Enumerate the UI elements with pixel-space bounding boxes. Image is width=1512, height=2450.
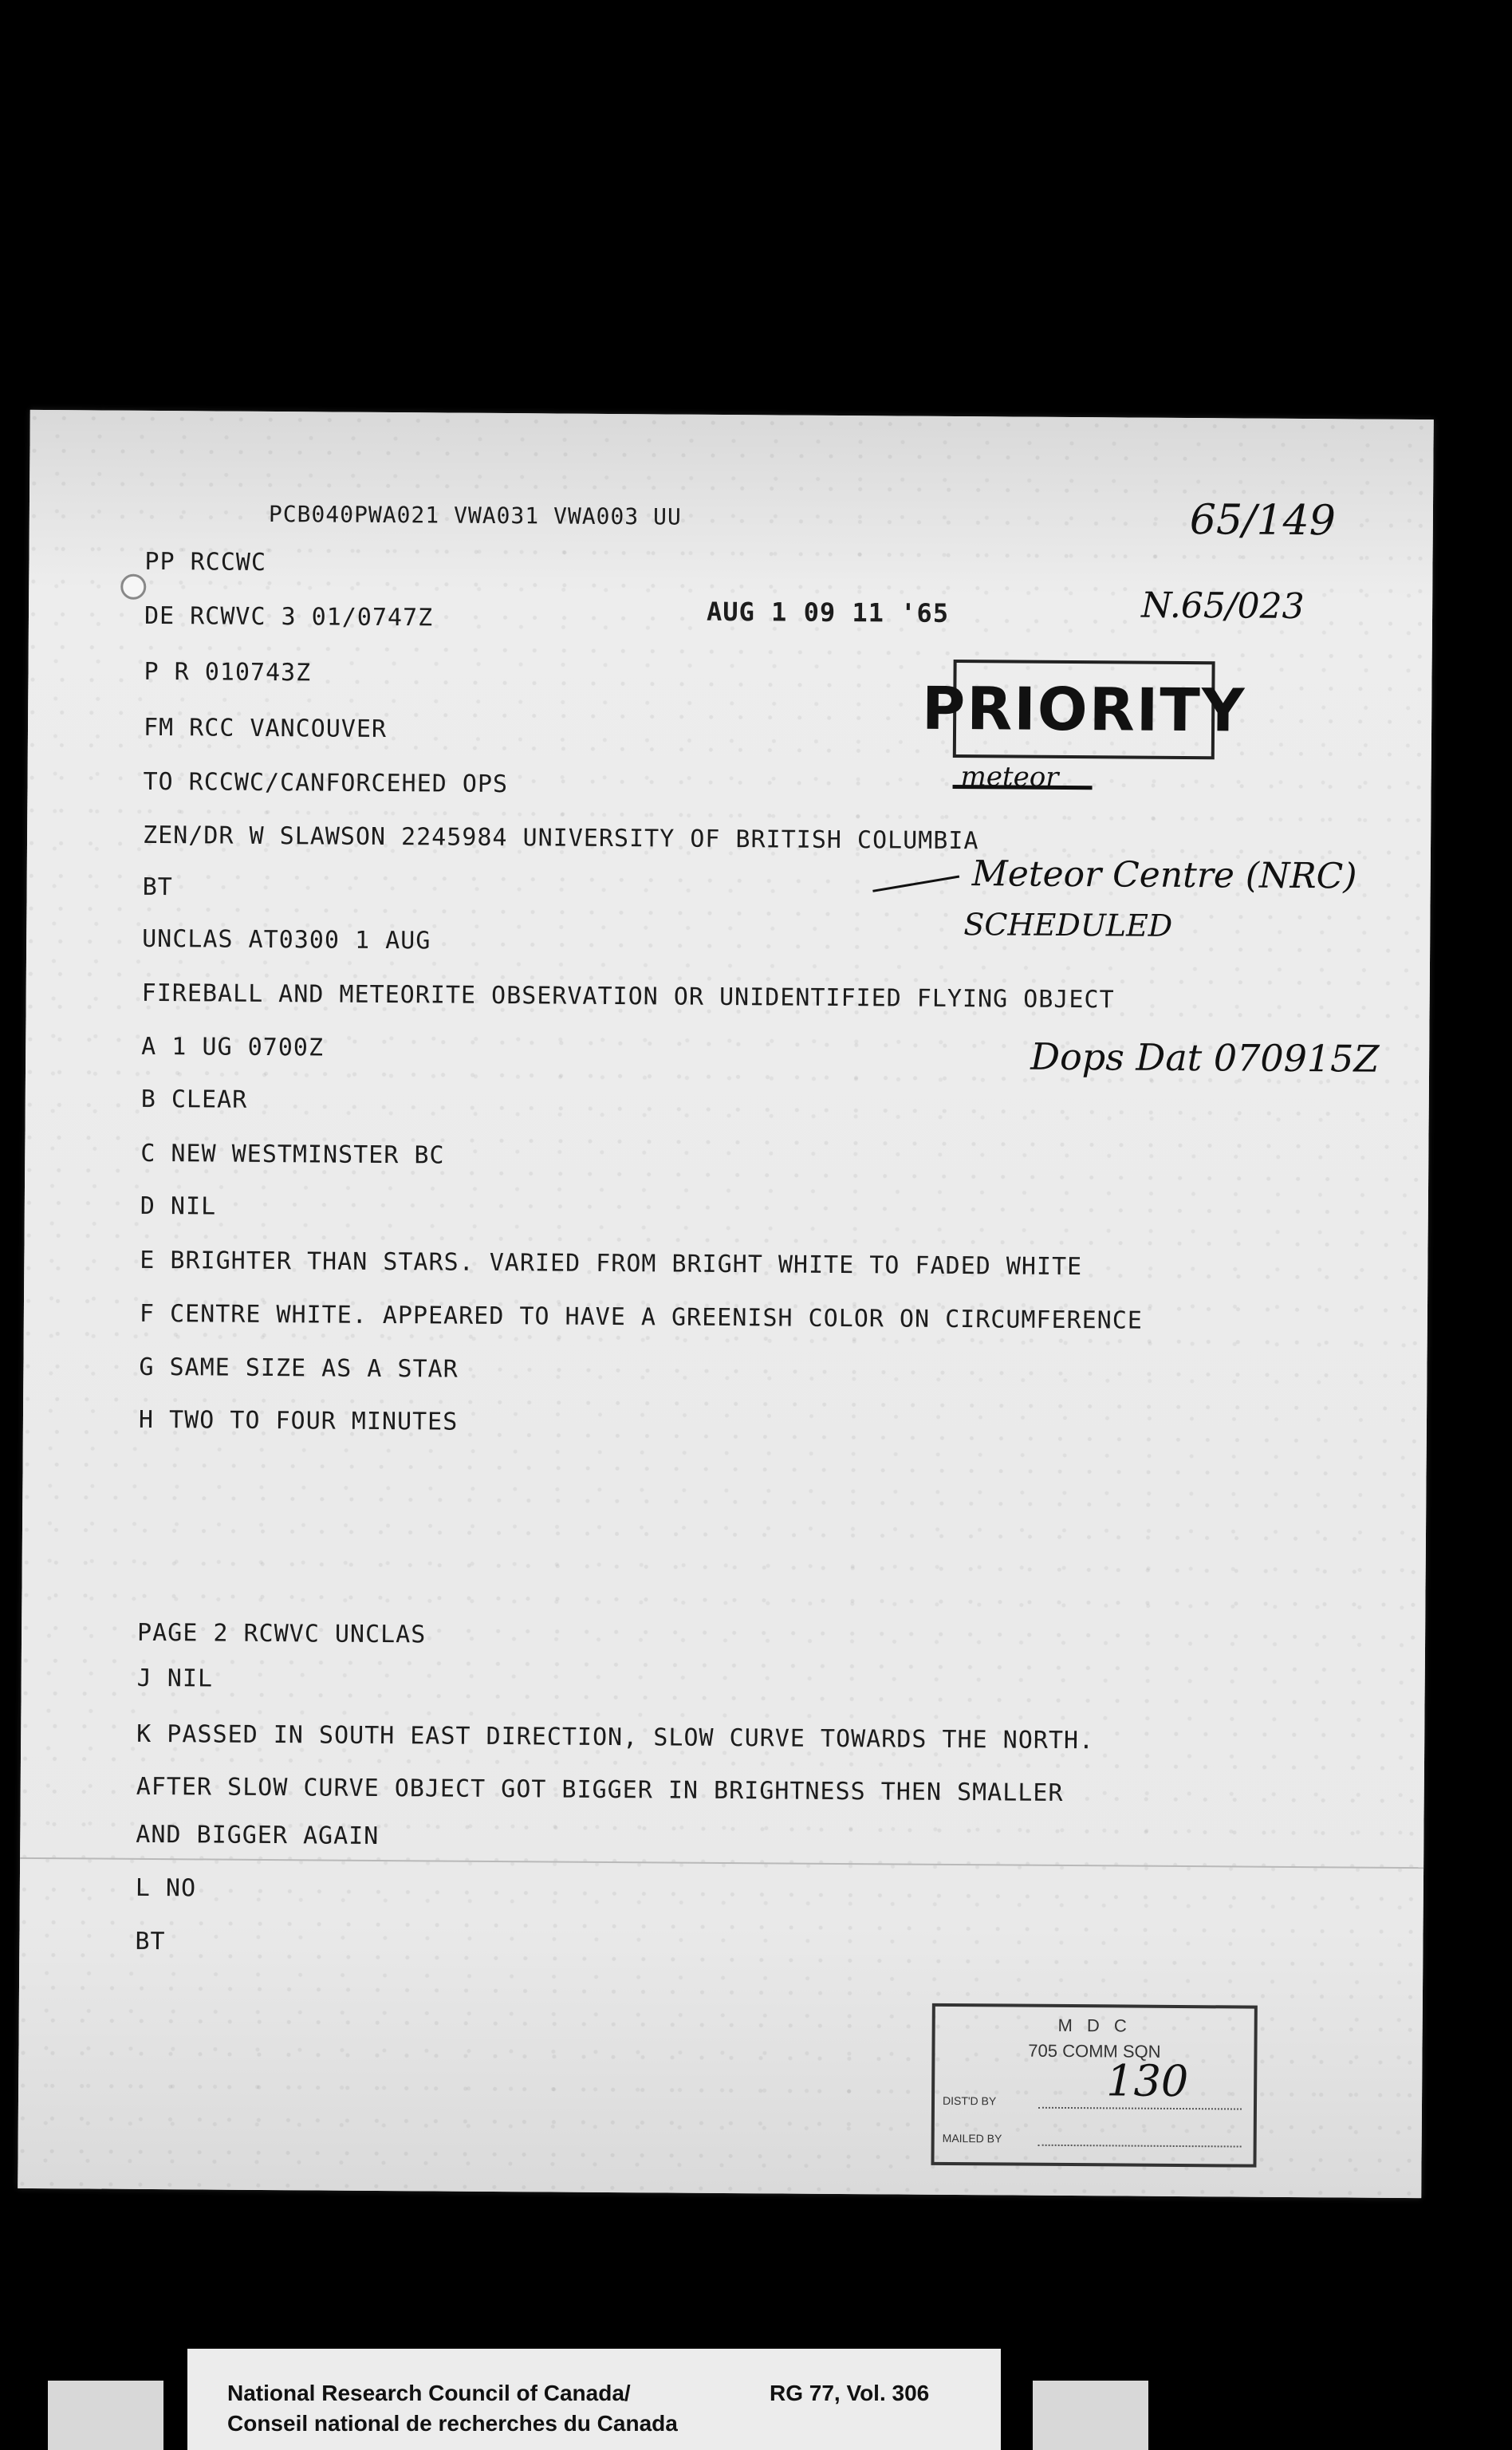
archive-ref: RG 77, Vol. 306	[770, 2381, 930, 2405]
priority-stamp: PRIORITY	[953, 660, 1215, 759]
to-line: TO RCCWC/CANFORCEHED OPS	[143, 767, 509, 799]
mailed-by-label: MAILED BY	[942, 2131, 1002, 2145]
item-l: L NO	[135, 1873, 197, 1903]
item-k: K PASSED IN SOUTH EAST DIRECTION, SLOW CURVE TOWARDS THE NORTH.	[136, 1719, 1095, 1755]
de-line: DE RCWVC 3 01/0747Z	[144, 601, 434, 632]
item-k-cont-1: AFTER SLOW CURVE OBJECT GOT BIGGER IN BRIGHTNESS THEN SMALLER	[136, 1772, 1064, 1807]
footer-side-right	[1033, 2381, 1148, 2450]
mdc-stamp	[931, 2003, 1257, 2168]
precedence-line: PP RCCWC	[144, 547, 267, 577]
telex-page	[18, 410, 1434, 2198]
archive-org-fr: Conseil national de recherches du Canada	[227, 2411, 678, 2436]
bt-line: BT	[142, 872, 173, 902]
item-f: F CENTRE WHITE. APPEARED TO HAVE A GREENISH COLOR ON CIRCUMFERENCE	[139, 1299, 1144, 1335]
punch-hole	[120, 574, 146, 600]
meteor-centre-note: Meteor Centre (NRC)	[971, 853, 1357, 897]
item-h: H TWO TO FOUR MINUTES	[138, 1405, 459, 1436]
archive-label	[187, 2349, 1001, 2450]
fm-line: FM RCC VANCOUVER	[143, 713, 388, 744]
distd-by-label: DIST'D BY	[942, 2094, 997, 2108]
routing-line: PCB040PWA021 VWA031 VWA003 UU	[268, 500, 682, 530]
mailed-by-line	[1038, 2145, 1242, 2148]
item-g: G SAME SIZE AS A STAR	[139, 1353, 459, 1384]
n-ref: N.65/023	[1140, 585, 1305, 628]
date-stamp: AUG 1 09 11 '65	[706, 596, 950, 628]
item-b: B CLEAR	[140, 1085, 248, 1114]
fold-line	[20, 1857, 1423, 1869]
page2-header: PAGE 2 RCWVC UNCLAS	[136, 1618, 427, 1649]
zen-line: ZEN/DR W SLAWSON 2245984 UNIVERSITY OF BRITISH COLUMBIA	[142, 821, 979, 856]
item-k-cont-2: AND BIGGER AGAIN	[136, 1820, 380, 1850]
item-j: J NIL	[136, 1664, 214, 1693]
item-d: D NIL	[140, 1192, 217, 1221]
archive-org-en: National Research Council of Canada/	[227, 2381, 631, 2405]
unclas-line: UNCLAS AT0300 1 AUG	[142, 924, 431, 955]
pr-line: P R 010743Z	[144, 657, 312, 687]
mdc-number: 130	[1105, 2055, 1189, 2107]
end-bt: BT	[135, 1927, 166, 1956]
struck-word: meteor	[960, 761, 1059, 794]
arrow-icon	[872, 876, 959, 892]
mdc-title: M D C	[1057, 2015, 1132, 2036]
item-a: A 1 UG 0700Z	[141, 1032, 325, 1062]
mdc-unit: 705 COMM SQN	[1028, 2040, 1161, 2062]
footer-side-left	[48, 2381, 163, 2450]
scheduled-note: SCHEDULED	[963, 907, 1173, 943]
file-ref: 65/149	[1189, 496, 1337, 546]
subject-line: FIREBALL AND METEORITE OBSERVATION OR UNIDENTIFIED FLYING OBJECT	[141, 979, 1115, 1014]
item-e: E BRIGHTER THAN STARS. VARIED FROM BRIGHT WHITE TO FADED WHITE	[140, 1246, 1083, 1282]
dops-note: Dops Dat 070915Z	[1030, 1034, 1380, 1081]
distd-by-line	[1038, 2107, 1242, 2110]
item-c: C NEW WESTMINSTER BC	[140, 1139, 445, 1170]
